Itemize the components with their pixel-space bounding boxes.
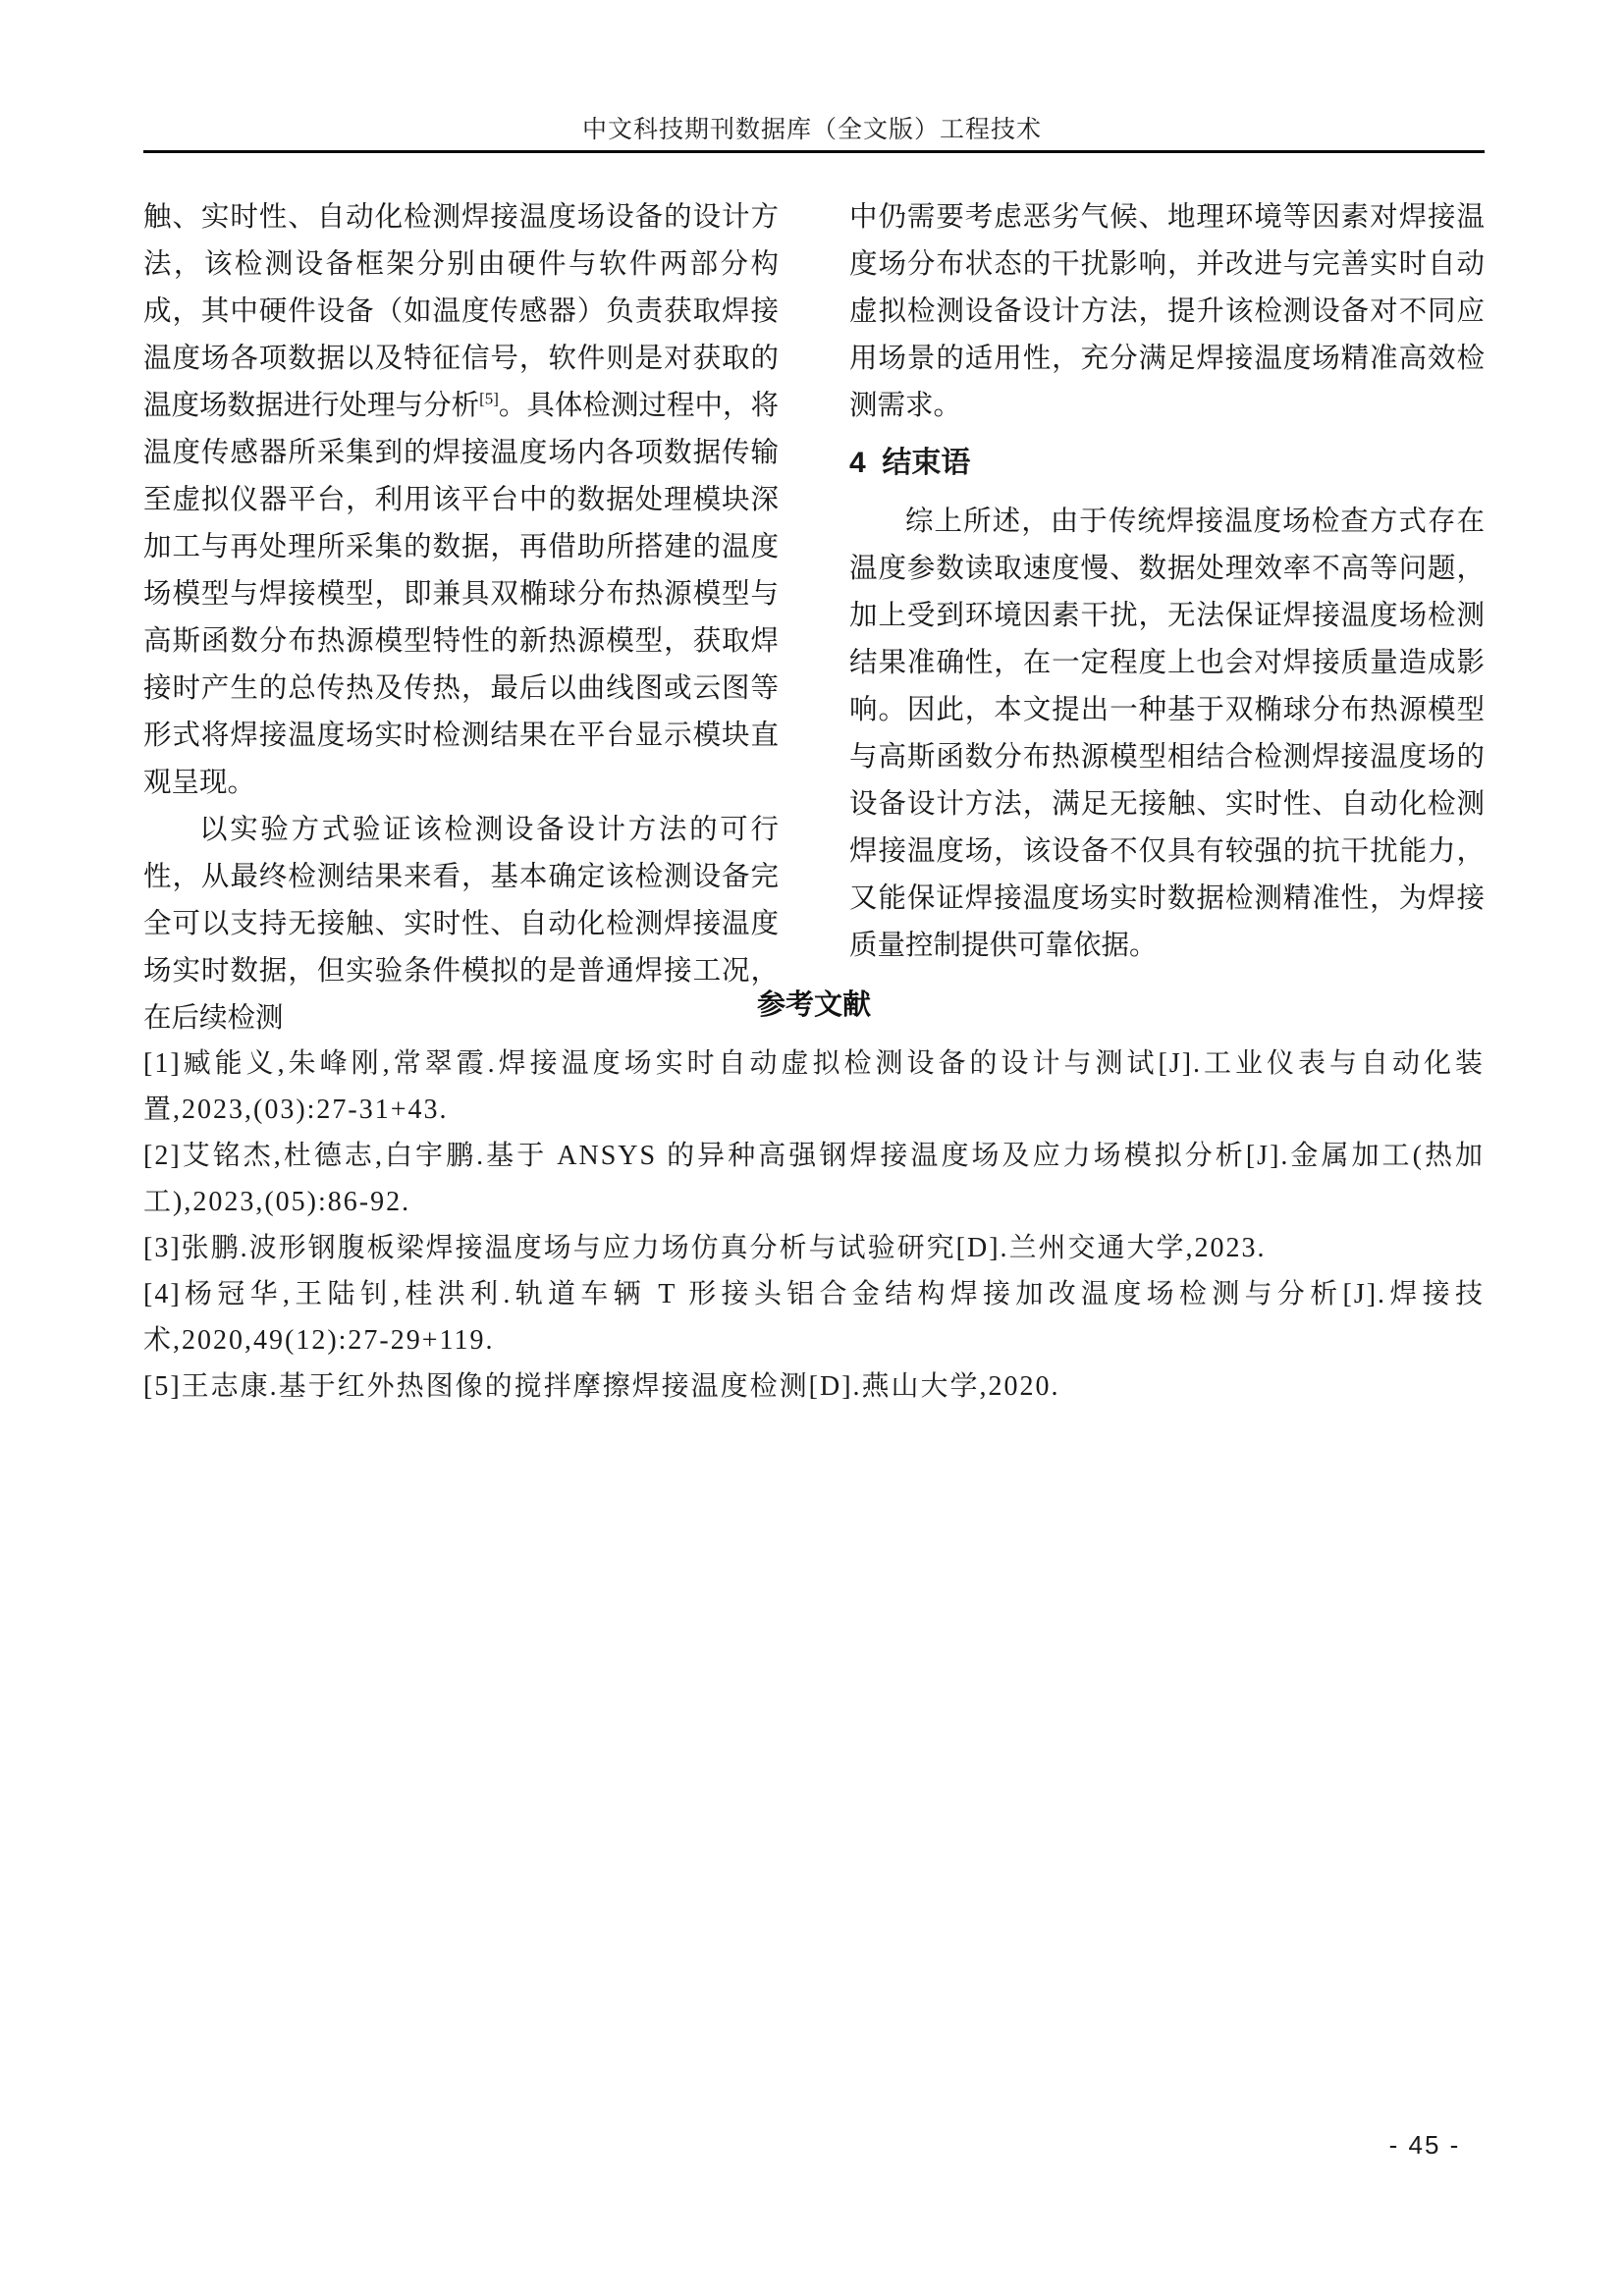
header-divider-line [143, 150, 1485, 153]
reference-item-2: [2]艾铭杰,杜德志,白宇鹏.基于 ANSYS 的异种高强钢焊接温度场及应力场模拟分析[J].金属加工(热加工),2023,(05):86-92. [143, 1141, 1485, 1217]
page-number: - 45 - [1388, 2130, 1461, 2160]
left-column [143, 194, 779, 1042]
section-heading-conclusion: 4 结束语 [849, 447, 971, 479]
reference-item-4: [4]杨冠华,王陆钊,桂洪利.轨道车辆 T 形接头铝合金结构焊接加改温度场检测与分析[J].焊接技术,2020,49(12):27-29+119. [143, 1279, 1485, 1356]
paragraph-text-after-citation: 。具体检测过程中，将温度传感器所采集到的焊接温度场内各项数据传输至虚拟仪器平台，利用该平台中的数据处理模块深加工与再处理所采集的数据，再借助所搭建的温度场模型与焊接模型，即兼具双椭球分布热源模型与高斯函数分布热源模型特性的新热源模型，获取焊接时产生的总传热及传热，最后以曲线图或云图等形式将焊接温度场实时检测结果在平台显示模块直观呈现。 [143, 391, 779, 798]
paragraph-experiment-continued: 中仍需要考虑恶劣气候、地理环境等因素对焊接温度场分布状态的干扰影响，并改进与完善实时自动虚拟检测设备设计方法，提升该检测设备对不同应用场景的适用性，充分满足焊接温度场精准高效检测需求。 [849, 202, 1485, 421]
journal-header-title: 中文科技期刊数据库（全文版）工程技术 [581, 117, 1042, 143]
paragraph-experiment-validation: 以实验方式验证该检测设备设计方法的可行性，从最终检测结果来看，基本确定该检测设备完全可以支持无接触、实时性、自动化检测焊接温度场实时数据，但实验条件模拟的是普通焊接工况，在后续检测 [143, 815, 779, 1034]
references-section [143, 986, 1485, 1410]
paragraph-conclusion: 综上所述，由于传统焊接温度场检查方式存在温度参数读取速度慢、数据处理效率不高等问题，加上受到环境因素干扰，无法保证焊接温度场检测结果准确性，在一定程度上也会对焊接质量造成影响。因此，本文提出一种基于双椭球分布热源模型与高斯函数分布热源模型相结合检测焊接温度场的设备设计方法，满足无接触、实时性、自动化检测焊接温度场，该设备不仅具有较强的抗干扰能力，又能保证焊接温度场实时数据检测精准性，为焊接质量控制提供可靠依据。 [849, 507, 1485, 961]
paragraph-detection-method [143, 194, 779, 807]
right-column [849, 194, 1485, 1042]
reference-item-3: [3]张鹏.波形钢腹板梁焊接温度场与应力场仿真分析与试验研究[D].兰州交通大学,2023. [143, 1233, 1267, 1263]
references-heading: 参考文献 [756, 989, 871, 1021]
reference-item-1: [1]臧能义,朱峰刚,常翠霞.焊接温度场实时自动虚拟检测设备的设计与测试[J].工业仪表与自动化装置,2023,(03):27-31+43. [143, 1048, 1485, 1125]
citation-superscript: [5] [479, 389, 499, 408]
article-body [143, 194, 1485, 1042]
paragraph-text-before-citation: 触、实时性、自动化检测焊接温度场设备的设计方法，该检测设备框架分别由硬件与软件两部分构成，其中硬件设备（如温度传感器）负责获取焊接温度场各项数据以及特征信号，软件则是对获取的温度场数据进行处理与分析 [143, 202, 779, 421]
reference-item-5: [5]王志康.基于红外热图像的搅拌摩擦焊接温度检测[D].燕山大学,2020. [143, 1371, 1060, 1402]
